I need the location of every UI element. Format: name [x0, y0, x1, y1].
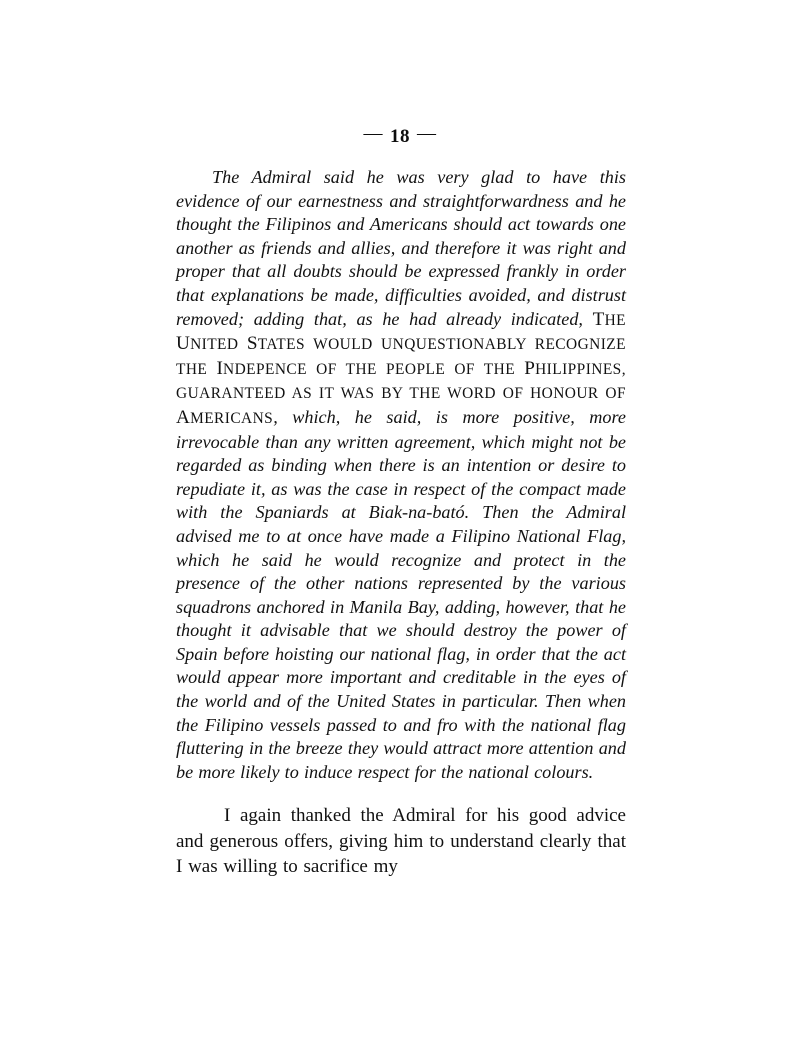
- smallcaps-initial: U: [176, 333, 191, 355]
- paragraph-roman: I again thanked the Admiral for his good advice and generous offers, giving him to understand clearly that I was willing to sacrifice my: [176, 805, 626, 878]
- text-block: [176, 166, 626, 880]
- smallcaps-body: NITED: [190, 336, 247, 354]
- page-number: 18: [390, 126, 410, 147]
- smallcaps-body: NDEPENCE OF THE PEOPLE OF THE: [223, 360, 525, 378]
- smallcaps-body: MERICANS: [190, 409, 274, 427]
- smallcaps-initial: S: [246, 333, 258, 355]
- smallcaps-initial: T: [592, 308, 605, 330]
- smallcaps-initial: I: [216, 357, 224, 379]
- page-number-header: [0, 123, 800, 148]
- smallcaps-body: HILIPPINES, GUARANTEED AS IT WAS BY THE WORD OF HONOUR OF: [176, 360, 626, 403]
- header-dash-right: —: [417, 123, 437, 144]
- smallcaps-body: HE: [604, 311, 626, 329]
- smallcaps-initial: P: [524, 357, 536, 379]
- header-dash-left: —: [363, 123, 383, 144]
- italic-tail-text: , which, he said, is more positive, more irrevocable than any written agreement, which might not be regarded as binding when there is an intention or desire to repudiate it, as was the case in respect of the compact made with the Spaniards at Biak-na-bató. Then the Admiral advised me to at once have made a Filipino National Flag, which he said he would recognize and protect in the presence of the other nations represented by the various squadrons anchored in Manila Bay, adding, however, that he thought it advisable that we should destroy the power of Spain before hoisting our national flag, in order that the act would appear more important and creditable in the eyes of the world and of the United States in particular. Then when the Filipino vessels passed to and fro with the national flag fluttering in the breeze they would attract more attention and be more likely to induce respect for the national colours.: [176, 406, 626, 782]
- smallcaps-initial: A: [176, 406, 191, 428]
- paragraph-italic-quote: [176, 166, 626, 784]
- italic-lead-text: The Admiral said he was very glad to have this evidence of our earnestness and straightforwardness and he thought the Filipinos and Americans should act towards one another as friends and allies, and therefore it was right and proper that all doubts should be expressed frankly in order that explanations be made, difficulties avoided, and distrust removed; adding that, as he had already indicated,: [176, 167, 626, 329]
- smallcaps-body: TATES WOULD UNQUESTIONABLY RECOGNIZE THE: [176, 336, 626, 378]
